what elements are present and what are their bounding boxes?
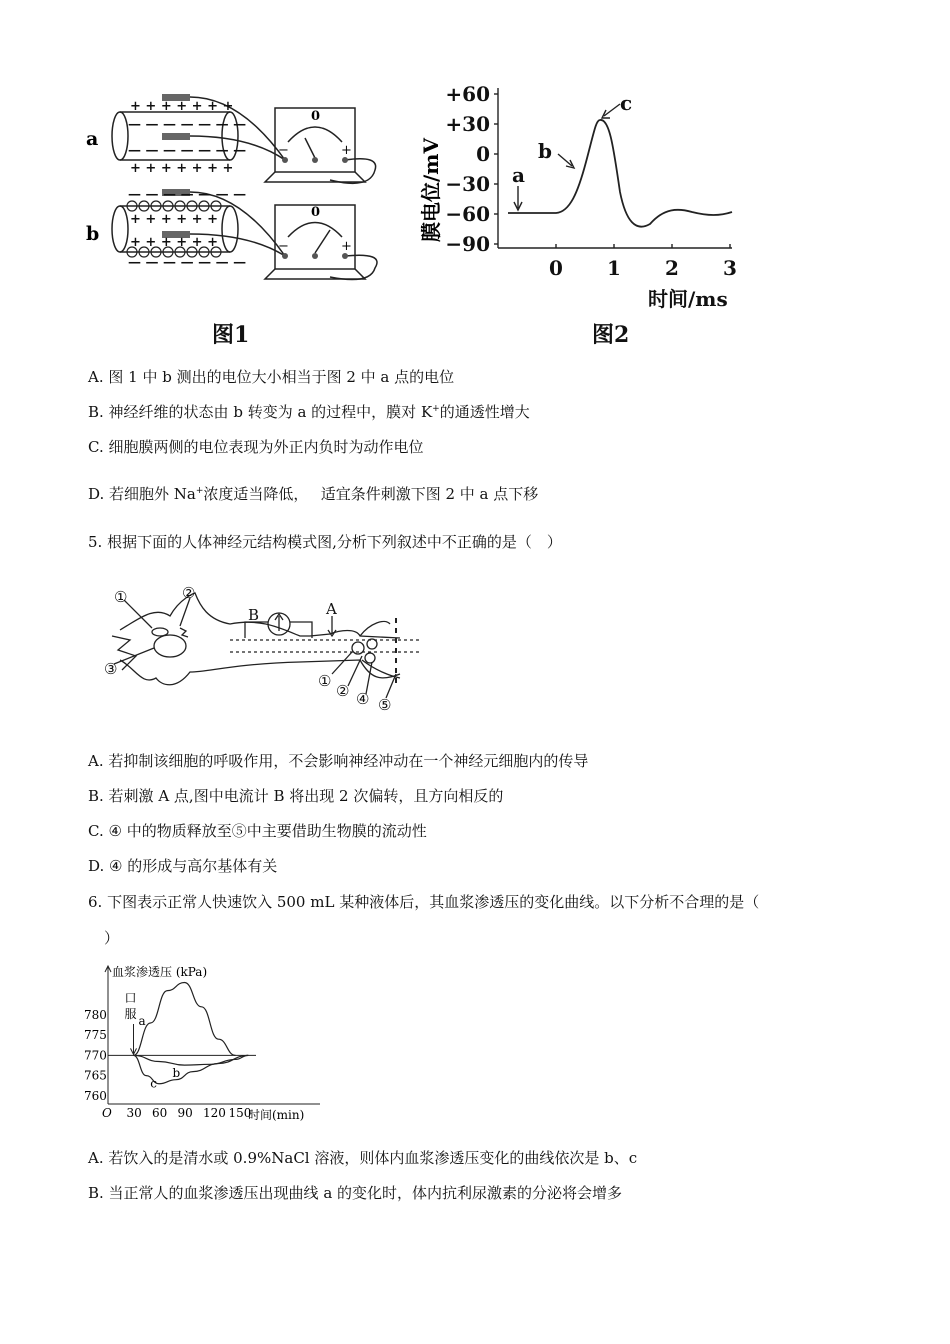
y-tick-label: 775 bbox=[84, 1028, 107, 1043]
ytick: 0 bbox=[476, 142, 490, 166]
x-tick-label: 120 bbox=[203, 1106, 226, 1120]
q4-option-b-text: B. 神经纤维的状态由 b 转变为 a 的过程中，膜对 K bbox=[88, 403, 433, 421]
q5-option-a: A. 若抑制该细胞的呼吸作用，不会影响神经冲动在一个神经元细胞内的传导 bbox=[88, 752, 589, 770]
q4-option-d-text-end: 浓度适当降低， 适宜条件刺激下图 2 中 a 点下移 bbox=[203, 485, 539, 503]
superscript: + bbox=[195, 486, 204, 496]
y-axis-label: 血浆渗透压 (kPa) bbox=[112, 965, 208, 979]
series-c-label: c bbox=[150, 1076, 157, 1091]
x-axis-label: 时间(min) bbox=[248, 1108, 305, 1122]
q4-option-b-text-end: 的通透性增大 bbox=[439, 403, 530, 421]
q4-option-c: C. 细胞膜两侧的电位表现为外正内负时为动作电位 bbox=[88, 438, 424, 456]
q6-option-a: A. 若饮入的是清水或 0.9%NaCl 溶液，则体内血浆渗透压变化的曲线依次是 b、c bbox=[88, 1149, 638, 1167]
svg-text:— — — — — — —: — — — — — — — bbox=[128, 117, 247, 132]
y-tick-label: 760 bbox=[84, 1088, 107, 1103]
y-tick-label: 765 bbox=[84, 1068, 107, 1083]
ytick: −30 bbox=[445, 172, 490, 196]
ytick: −60 bbox=[445, 202, 490, 226]
x-tick-label: O bbox=[102, 1106, 112, 1120]
xtick: 0 bbox=[549, 256, 563, 280]
x-tick-label: 30 bbox=[126, 1106, 142, 1120]
meter-a-plus: + bbox=[341, 143, 352, 158]
series-a-line bbox=[134, 983, 236, 1056]
meter-b-minus: − bbox=[278, 239, 289, 254]
neuron-label-2: ② bbox=[182, 584, 196, 602]
neuron-label-5: ⑤ bbox=[378, 696, 392, 714]
annotation-line1: 口 bbox=[124, 991, 137, 1005]
neuron-label-1b: ① bbox=[318, 672, 332, 690]
meter-b-zero: 0 bbox=[311, 205, 321, 220]
point-c-label: c bbox=[620, 91, 633, 115]
svg-text:— — — — — — —: — — — — — — — bbox=[128, 143, 247, 158]
q4-option-d-text: D. 若细胞外 Na bbox=[88, 485, 196, 503]
osmotic-pressure-chart bbox=[80, 962, 330, 1124]
q5-stem: 5. 根据下面的人体神经元结构模式图,分析下列叙述中不正确的是（ ） bbox=[88, 533, 562, 551]
meter-a-minus: − bbox=[278, 143, 289, 158]
y-tick-label: 780 bbox=[84, 1007, 107, 1022]
xtick: 2 bbox=[665, 256, 679, 280]
ytick: +30 bbox=[445, 112, 490, 136]
series-b-label: b bbox=[172, 1066, 181, 1081]
q4-option-b bbox=[88, 401, 530, 422]
ytick: −90 bbox=[445, 232, 490, 256]
figure2-chart bbox=[410, 82, 750, 312]
x-tick-label: 90 bbox=[177, 1106, 193, 1120]
svg-text:— — — — — — —: — — — — — — — bbox=[128, 187, 247, 202]
q6-stem-close: ） bbox=[104, 929, 120, 947]
x-tick-label: 60 bbox=[152, 1106, 168, 1120]
point-b-label: b bbox=[538, 139, 552, 163]
y-tick-label: 770 bbox=[84, 1048, 107, 1063]
meter-b-plus: + bbox=[341, 239, 352, 254]
q5-option-c: C. ④ 中的物质释放至⑤中主要借助生物膜的流动性 bbox=[88, 822, 427, 840]
x-axis-label: 时间/ms bbox=[648, 287, 728, 311]
fiber-b-label: b bbox=[86, 223, 100, 245]
neuron-label-A: A bbox=[326, 600, 337, 618]
q5-option-d: D. ④ 的形成与高尔基体有关 bbox=[88, 857, 278, 875]
ytick: +60 bbox=[445, 82, 490, 106]
xtick: 1 bbox=[607, 256, 621, 280]
superscript: + bbox=[432, 404, 440, 414]
svg-text:+ + + + + +: + + + + + + bbox=[130, 235, 218, 250]
neuron-label-B: B bbox=[248, 606, 260, 624]
annotation-line2: 服 bbox=[124, 1007, 137, 1021]
meter-a-zero: 0 bbox=[311, 109, 321, 124]
neuron-label-3: ③ bbox=[104, 660, 118, 678]
point-a-label: a bbox=[512, 163, 525, 187]
neuron-label-1: ① bbox=[114, 588, 128, 606]
svg-text:+ + + + + + +: + + + + + + + bbox=[130, 161, 234, 176]
neuron-label-2b: ② bbox=[336, 682, 350, 700]
figure1-diagram bbox=[80, 80, 400, 290]
x-tick-label: 150 bbox=[228, 1106, 252, 1120]
svg-text:— — — — — — —: — — — — — — — bbox=[128, 255, 247, 270]
q4-option-a: A. 图 1 中 b 测出的电位大小相当于图 2 中 a 点的电位 bbox=[88, 368, 455, 386]
svg-text:+ + + + + +: + + + + + + bbox=[130, 212, 218, 227]
y-axis-label: 膜电位/mV bbox=[419, 138, 443, 242]
figure2-caption: 图2 bbox=[592, 322, 630, 348]
svg-text:+ + + + + + +: + + + + + + + bbox=[130, 99, 234, 114]
q6-stem: 6. 下图表示正常人快速饮入 500 mL 某种液体后，其血浆渗透压的变化曲线。以下分析不合理的是（ bbox=[88, 893, 760, 911]
series-a-label: a bbox=[138, 1014, 146, 1028]
q6-option-b: B. 当正常人的血浆渗透压出现曲线 a 的变化时，体内抗利尿激素的分泌将会增多 bbox=[88, 1184, 623, 1202]
fiber-a-label: a bbox=[86, 128, 99, 150]
neuron-diagram bbox=[100, 578, 420, 718]
q4-option-d bbox=[88, 483, 538, 504]
figure1-caption: 图1 bbox=[212, 322, 250, 348]
neuron-label-4: ④ bbox=[356, 690, 370, 708]
xtick: 3 bbox=[723, 256, 737, 280]
q5-option-b: B. 若刺激 A 点,图中电流计 B 将出现 2 次偏转，且方向相反的 bbox=[88, 787, 504, 805]
